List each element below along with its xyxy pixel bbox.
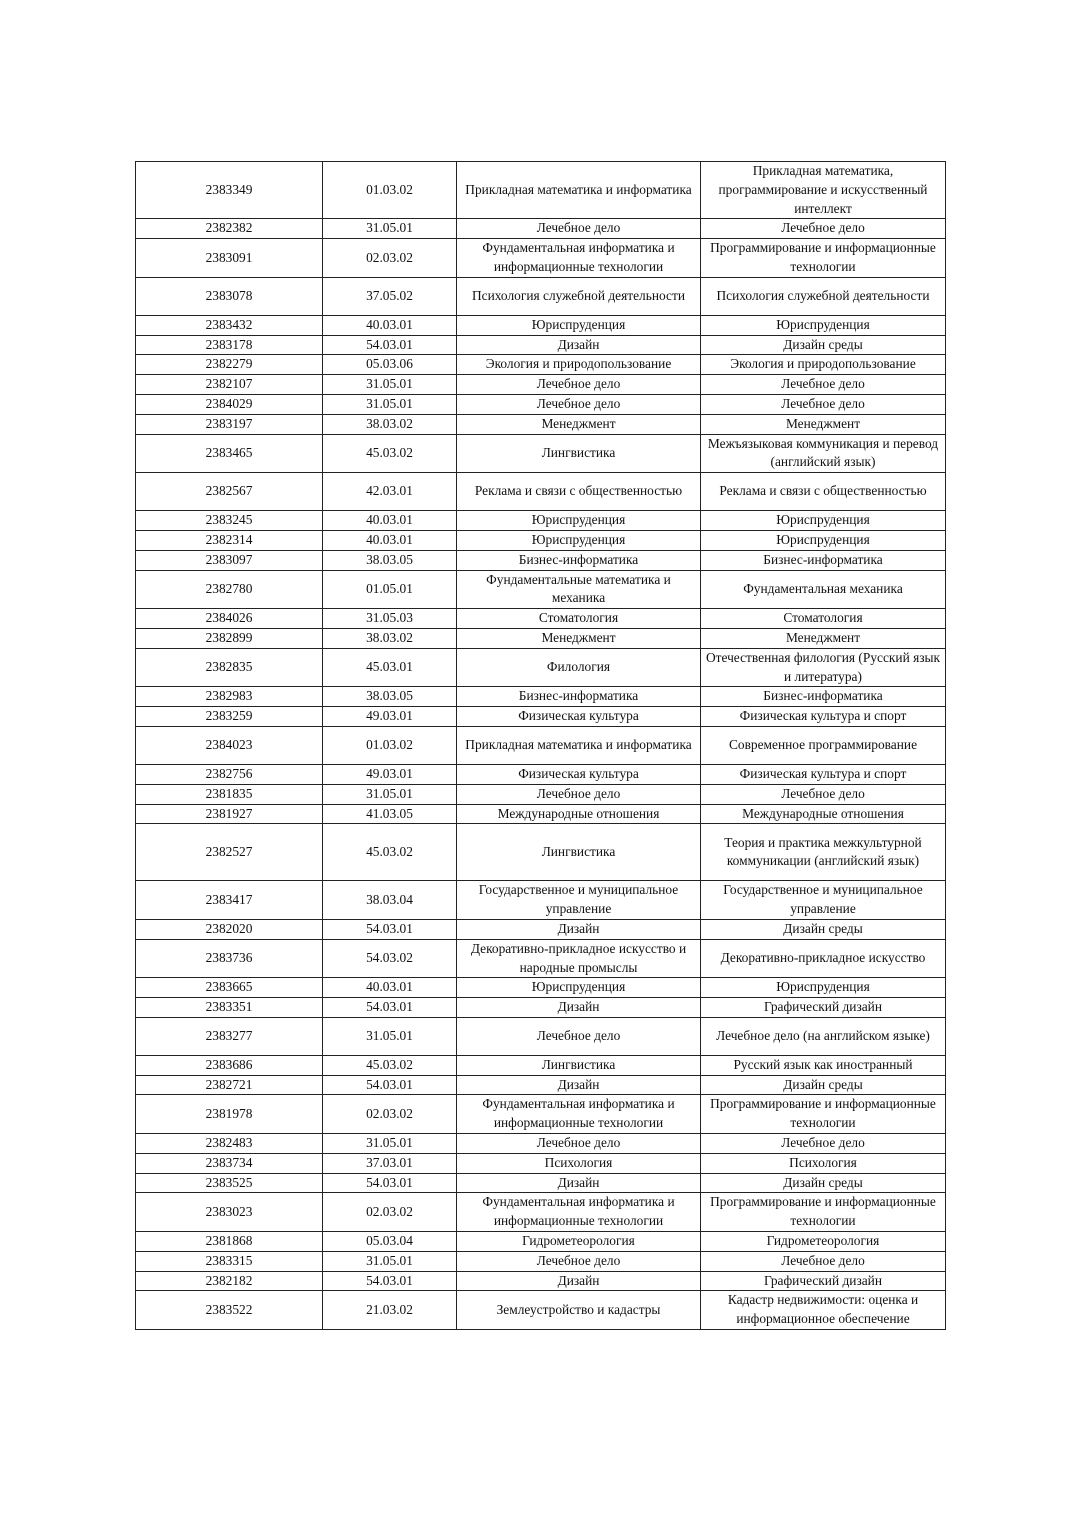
application-id-cell: 2382107 [136, 375, 323, 395]
program-profile-cell: Программирование и информационные технологии [701, 239, 946, 278]
program-profile-cell: Теория и практика межкультурной коммуникации (английский язык) [701, 824, 946, 881]
specialty-code-cell: 38.03.04 [323, 881, 457, 920]
specialty-code-cell: 31.05.01 [323, 1134, 457, 1154]
direction-name-cell: Физическая культура [457, 764, 701, 784]
table-row [136, 726, 946, 764]
application-id-cell: 2383315 [136, 1251, 323, 1271]
table-row [136, 530, 946, 550]
table-row [136, 1291, 946, 1330]
application-id-cell: 2382382 [136, 219, 323, 239]
specialty-code-cell: 02.03.02 [323, 239, 457, 278]
direction-name-cell: Лечебное дело [457, 784, 701, 804]
program-profile-cell: Русский язык как иностранный [701, 1055, 946, 1075]
specialty-code-cell: 01.05.01 [323, 570, 457, 609]
program-profile-cell: Физическая культура и спорт [701, 707, 946, 727]
application-id-cell: 2382182 [136, 1271, 323, 1291]
specialty-code-cell: 45.03.02 [323, 434, 457, 473]
direction-name-cell: Юриспруденция [457, 511, 701, 531]
table-row [136, 609, 946, 629]
table-row [136, 648, 946, 687]
application-id-cell: 2382483 [136, 1134, 323, 1154]
application-id-cell: 2382567 [136, 473, 323, 511]
direction-name-cell: Дизайн [457, 335, 701, 355]
program-profile-cell: Реклама и связи с общественностью [701, 473, 946, 511]
application-id-cell: 2383078 [136, 277, 323, 315]
table-row [136, 881, 946, 920]
specialty-code-cell: 41.03.05 [323, 804, 457, 824]
specialty-code-cell: 45.03.01 [323, 648, 457, 687]
program-profile-cell: Лечебное дело [701, 1134, 946, 1154]
direction-name-cell: Психология служебной деятельности [457, 277, 701, 315]
specialty-code-cell: 31.05.01 [323, 1251, 457, 1271]
table-row [136, 628, 946, 648]
program-profile-cell: Графический дизайн [701, 1271, 946, 1291]
data-table [135, 161, 946, 1330]
table-row [136, 804, 946, 824]
program-profile-cell: Экология и природопользование [701, 355, 946, 375]
program-profile-cell: Международные отношения [701, 804, 946, 824]
specialty-code-cell: 54.03.01 [323, 335, 457, 355]
table-row [136, 511, 946, 531]
direction-name-cell: Бизнес-информатика [457, 687, 701, 707]
application-id-cell: 2382780 [136, 570, 323, 609]
program-profile-cell: Современное программирование [701, 726, 946, 764]
specialty-code-cell: 45.03.02 [323, 1055, 457, 1075]
specialty-code-cell: 37.03.01 [323, 1153, 457, 1173]
specialty-code-cell: 01.03.02 [323, 162, 457, 219]
table-row [136, 1055, 946, 1075]
program-profile-cell: Отечественная филология (Русский язык и литература) [701, 648, 946, 687]
program-profile-cell: Лечебное дело [701, 784, 946, 804]
direction-name-cell: Фундаментальная информатика и информационные технологии [457, 239, 701, 278]
table-row [136, 687, 946, 707]
specialty-code-cell: 42.03.01 [323, 473, 457, 511]
application-id-cell: 2382527 [136, 824, 323, 881]
direction-name-cell: Гидрометеорология [457, 1232, 701, 1252]
direction-name-cell: Стоматология [457, 609, 701, 629]
specialty-code-cell: 45.03.02 [323, 824, 457, 881]
program-profile-cell: Фундаментальная механика [701, 570, 946, 609]
table-row [136, 355, 946, 375]
program-profile-cell: Декоративно-прикладное искусство [701, 939, 946, 978]
specialty-code-cell: 02.03.02 [323, 1193, 457, 1232]
specialty-code-cell: 54.03.01 [323, 1173, 457, 1193]
specialty-code-cell: 05.03.06 [323, 355, 457, 375]
program-profile-cell: Юриспруденция [701, 315, 946, 335]
application-id-cell: 2382756 [136, 764, 323, 784]
application-id-cell: 2383023 [136, 1193, 323, 1232]
specialty-code-cell: 40.03.01 [323, 978, 457, 998]
application-id-cell: 2383197 [136, 414, 323, 434]
program-profile-cell: Гидрометеорология [701, 1232, 946, 1252]
application-id-cell: 2383525 [136, 1173, 323, 1193]
table-row [136, 473, 946, 511]
application-id-cell: 2384023 [136, 726, 323, 764]
table-row [136, 1017, 946, 1055]
table-row [136, 784, 946, 804]
program-profile-cell: Дизайн среды [701, 1075, 946, 1095]
table-row [136, 1075, 946, 1095]
program-profile-cell: Психология служебной деятельности [701, 277, 946, 315]
program-profile-cell: Программирование и информационные технологии [701, 1193, 946, 1232]
program-profile-cell: Физическая культура и спорт [701, 764, 946, 784]
direction-name-cell: Бизнес-информатика [457, 550, 701, 570]
application-id-cell: 2383178 [136, 335, 323, 355]
program-profile-cell: Психология [701, 1153, 946, 1173]
table-row [136, 414, 946, 434]
specialty-code-cell: 05.03.04 [323, 1232, 457, 1252]
table-row [136, 219, 946, 239]
specialty-code-cell: 54.03.01 [323, 998, 457, 1018]
program-profile-cell: Графический дизайн [701, 998, 946, 1018]
table-row [136, 239, 946, 278]
table-row [136, 764, 946, 784]
table-row [136, 394, 946, 414]
table-row [136, 335, 946, 355]
program-profile-cell: Государственное и муниципальное управление [701, 881, 946, 920]
application-id-cell: 2382983 [136, 687, 323, 707]
table-row [136, 939, 946, 978]
application-id-cell: 2383432 [136, 315, 323, 335]
specialty-code-cell: 31.05.01 [323, 1017, 457, 1055]
table-row [136, 434, 946, 473]
table-row [136, 1232, 946, 1252]
specialty-code-cell: 31.05.01 [323, 219, 457, 239]
program-profile-cell: Бизнес-информатика [701, 550, 946, 570]
program-profile-cell: Прикладная математика, программирование и искусственный интеллект [701, 162, 946, 219]
direction-name-cell: Государственное и муниципальное управление [457, 881, 701, 920]
specialty-code-cell: 49.03.01 [323, 764, 457, 784]
application-id-cell: 2383091 [136, 239, 323, 278]
direction-name-cell: Лечебное дело [457, 219, 701, 239]
application-id-cell: 2381835 [136, 784, 323, 804]
direction-name-cell: Дизайн [457, 998, 701, 1018]
direction-name-cell: Фундаментальные математика и механика [457, 570, 701, 609]
table-row [136, 1134, 946, 1154]
specialty-code-cell: 31.05.03 [323, 609, 457, 629]
direction-name-cell: Лингвистика [457, 434, 701, 473]
direction-name-cell: Филология [457, 648, 701, 687]
program-profile-cell: Менеджмент [701, 628, 946, 648]
direction-name-cell: Фундаментальная информатика и информационные технологии [457, 1193, 701, 1232]
direction-name-cell: Международные отношения [457, 804, 701, 824]
application-id-cell: 2383351 [136, 998, 323, 1018]
program-profile-cell: Кадастр недвижимости: оценка и информационное обеспечение [701, 1291, 946, 1330]
program-profile-cell: Межъязыковая коммуникация и перевод (английский язык) [701, 434, 946, 473]
specialty-code-cell: 54.03.01 [323, 1271, 457, 1291]
specialty-code-cell: 54.03.01 [323, 919, 457, 939]
application-id-cell: 2382721 [136, 1075, 323, 1095]
direction-name-cell: Дизайн [457, 1173, 701, 1193]
direction-name-cell: Прикладная математика и информатика [457, 162, 701, 219]
table-row [136, 1095, 946, 1134]
application-id-cell: 2382020 [136, 919, 323, 939]
application-id-cell: 2384026 [136, 609, 323, 629]
application-id-cell: 2381868 [136, 1232, 323, 1252]
program-profile-cell: Дизайн среды [701, 1173, 946, 1193]
table-row [136, 162, 946, 219]
table-row [136, 315, 946, 335]
specialty-code-cell: 38.03.05 [323, 550, 457, 570]
specialty-code-cell: 31.05.01 [323, 784, 457, 804]
table-row [136, 1153, 946, 1173]
application-id-cell: 2383686 [136, 1055, 323, 1075]
direction-name-cell: Лечебное дело [457, 1134, 701, 1154]
direction-name-cell: Дизайн [457, 1075, 701, 1095]
application-id-cell: 2382899 [136, 628, 323, 648]
direction-name-cell: Декоративно-прикладное искусство и народные промыслы [457, 939, 701, 978]
specialty-code-cell: 40.03.01 [323, 315, 457, 335]
application-id-cell: 2383417 [136, 881, 323, 920]
program-profile-cell: Юриспруденция [701, 530, 946, 550]
direction-name-cell: Дизайн [457, 919, 701, 939]
table-row [136, 824, 946, 881]
program-profile-cell: Лечебное дело [701, 219, 946, 239]
program-profile-cell: Стоматология [701, 609, 946, 629]
application-id-cell: 2381978 [136, 1095, 323, 1134]
direction-name-cell: Прикладная математика и информатика [457, 726, 701, 764]
direction-name-cell: Лингвистика [457, 824, 701, 881]
application-id-cell: 2382279 [136, 355, 323, 375]
table-row [136, 277, 946, 315]
specialty-code-cell: 38.03.05 [323, 687, 457, 707]
table-body [136, 162, 946, 1330]
direction-name-cell: Экология и природопользование [457, 355, 701, 375]
specialty-code-cell: 54.03.02 [323, 939, 457, 978]
direction-name-cell: Юриспруденция [457, 315, 701, 335]
specialty-code-cell: 31.05.01 [323, 394, 457, 414]
program-profile-cell: Лечебное дело (на английском языке) [701, 1017, 946, 1055]
direction-name-cell: Психология [457, 1153, 701, 1173]
application-id-cell: 2383736 [136, 939, 323, 978]
table-row [136, 707, 946, 727]
direction-name-cell: Дизайн [457, 1271, 701, 1291]
application-id-cell: 2383734 [136, 1153, 323, 1173]
application-id-cell: 2383245 [136, 511, 323, 531]
direction-name-cell: Реклама и связи с общественностью [457, 473, 701, 511]
application-id-cell: 2382835 [136, 648, 323, 687]
specialty-code-cell: 54.03.01 [323, 1075, 457, 1095]
specialty-code-cell: 31.05.01 [323, 375, 457, 395]
table-row [136, 998, 946, 1018]
application-id-cell: 2383465 [136, 434, 323, 473]
program-profile-cell: Лечебное дело [701, 394, 946, 414]
specialty-code-cell: 02.03.02 [323, 1095, 457, 1134]
program-profile-cell: Бизнес-информатика [701, 687, 946, 707]
table-row [136, 570, 946, 609]
table-row [136, 550, 946, 570]
program-profile-cell: Менеджмент [701, 414, 946, 434]
specialty-code-cell: 37.05.02 [323, 277, 457, 315]
specialty-code-cell: 21.03.02 [323, 1291, 457, 1330]
table-row [136, 1251, 946, 1271]
specialty-code-cell: 01.03.02 [323, 726, 457, 764]
table-row [136, 919, 946, 939]
program-profile-cell: Лечебное дело [701, 1251, 946, 1271]
direction-name-cell: Лингвистика [457, 1055, 701, 1075]
application-id-cell: 2383665 [136, 978, 323, 998]
specialty-code-cell: 38.03.02 [323, 414, 457, 434]
specialty-code-cell: 49.03.01 [323, 707, 457, 727]
direction-name-cell: Лечебное дело [457, 375, 701, 395]
specialty-code-cell: 38.03.02 [323, 628, 457, 648]
application-id-cell: 2383097 [136, 550, 323, 570]
application-id-cell: 2383277 [136, 1017, 323, 1055]
application-id-cell: 2383349 [136, 162, 323, 219]
specialty-code-cell: 40.03.01 [323, 530, 457, 550]
table-row [136, 978, 946, 998]
program-profile-cell: Юриспруденция [701, 511, 946, 531]
application-id-cell: 2382314 [136, 530, 323, 550]
table-row [136, 1271, 946, 1291]
direction-name-cell: Юриспруденция [457, 530, 701, 550]
program-profile-cell: Программирование и информационные технологии [701, 1095, 946, 1134]
direction-name-cell: Землеустройство и кадастры [457, 1291, 701, 1330]
application-id-cell: 2383522 [136, 1291, 323, 1330]
application-id-cell: 2384029 [136, 394, 323, 414]
table-row [136, 1193, 946, 1232]
direction-name-cell: Юриспруденция [457, 978, 701, 998]
direction-name-cell: Менеджмент [457, 414, 701, 434]
program-profile-cell: Дизайн среды [701, 335, 946, 355]
table-row [136, 375, 946, 395]
application-id-cell: 2381927 [136, 804, 323, 824]
direction-name-cell: Лечебное дело [457, 1017, 701, 1055]
direction-name-cell: Физическая культура [457, 707, 701, 727]
direction-name-cell: Фундаментальная информатика и информационные технологии [457, 1095, 701, 1134]
program-profile-cell: Юриспруденция [701, 978, 946, 998]
application-id-cell: 2383259 [136, 707, 323, 727]
direction-name-cell: Лечебное дело [457, 1251, 701, 1271]
table-row [136, 1173, 946, 1193]
direction-name-cell: Менеджмент [457, 628, 701, 648]
program-profile-cell: Лечебное дело [701, 375, 946, 395]
specialty-code-cell: 40.03.01 [323, 511, 457, 531]
direction-name-cell: Лечебное дело [457, 394, 701, 414]
program-profile-cell: Дизайн среды [701, 919, 946, 939]
